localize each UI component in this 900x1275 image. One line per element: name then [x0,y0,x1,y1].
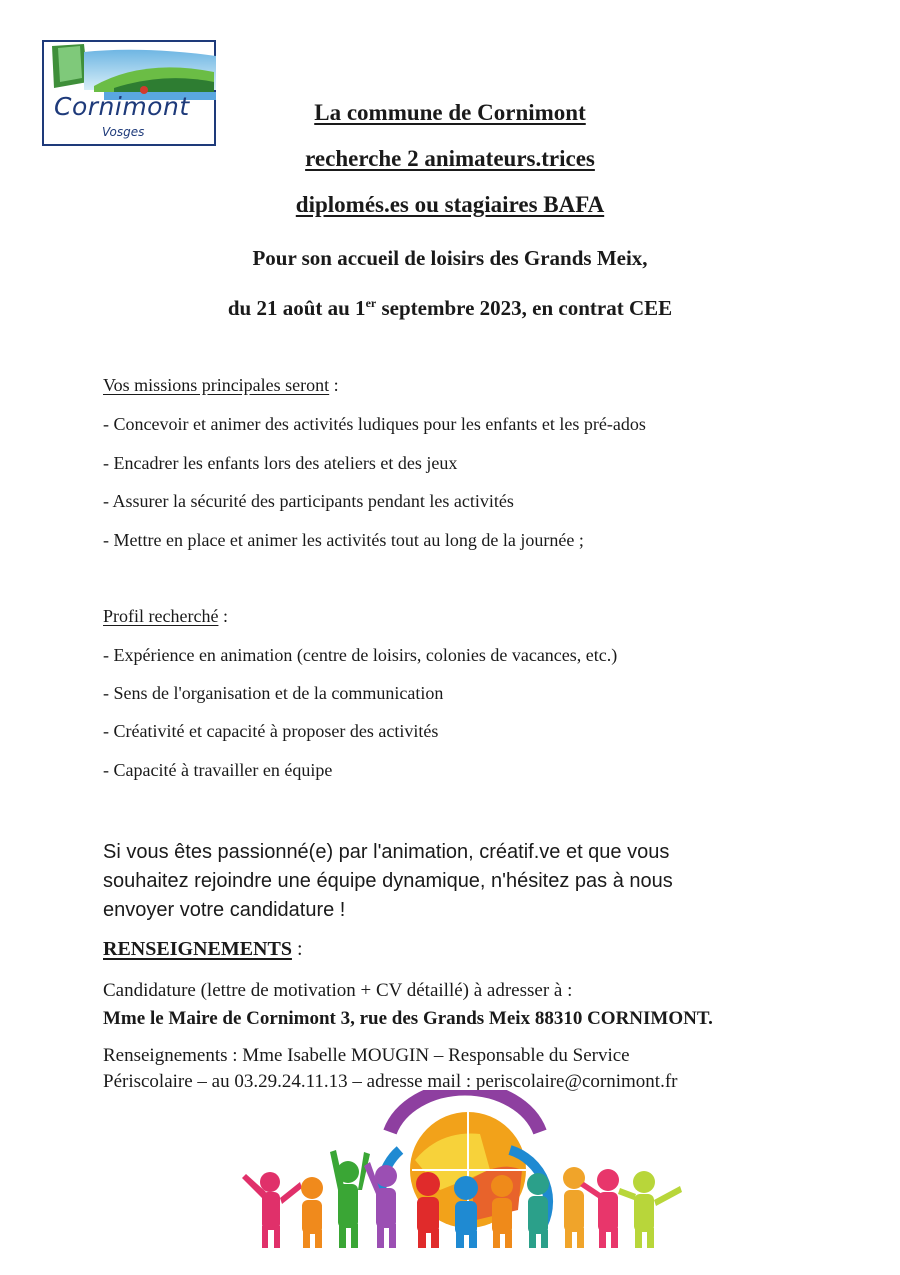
logo-department: Vosges [102,125,145,139]
closing-paragraph: Si vous êtes passionné(e) par l'animation, créatif.ve et que vous souhaitez rejoindre une équipe dynamique, n'hésitez pas à nous envoyer votre candidature ! [103,841,673,921]
mission-item: - Mettre en place et animer les activités tout au long de la journée ; [103,530,584,550]
child-figure-icon [618,1171,682,1248]
application-line: Candidature (lettre de motivation + CV détaillé) à adresser à : [103,980,573,1001]
mayor-address: Mme le Maire de Cornimont 3, rue des Grands Meix 88310 CORNIMONT. [103,1008,713,1029]
child-figure-icon [454,1176,478,1248]
child-figure-icon [364,1162,397,1248]
contact-info-line-2: Périscolaire – au 03.29.24.11.13 – adresse mail : periscolaire@cornimont.fr [103,1071,678,1092]
child-figure-icon [301,1177,323,1248]
profile-item: - Expérience en animation (centre de loisirs, colonies de vacances, etc.) [103,645,618,665]
title-line-1: La commune de Cornimont [314,100,586,125]
contact-heading-suffix: : [291,938,303,960]
profile-heading [103,606,228,627]
mission-item: - Concevoir et animer des activités ludiques pour les enfants et les pré-ados [103,414,646,434]
profile-item: - Créativité et capacité à proposer des activités [103,721,439,741]
profile-heading-label: Profil recherché [103,606,219,626]
missions-heading-label: Vos missions principales seront [103,375,330,395]
cornimont-logo [42,40,216,146]
missions-heading [103,375,339,396]
child-figure-icon [416,1172,440,1248]
contact-heading-label: RENSEIGNEMENTS [103,938,292,960]
subtitle-superscript: er [365,296,377,310]
mission-item: - Encadrer les enfants lors des ateliers et des jeux [103,453,458,473]
title-line-3: diplomés.es ou stagiaires BAFA [295,192,605,217]
child-figure-icon [242,1172,302,1248]
profile-item: - Sens de l'organisation et de la communication [103,683,444,703]
missions-heading-suffix: : [329,375,339,395]
contact-heading [103,938,303,961]
subtitle-dates-start: du 21 août au 1 [227,296,366,320]
children-globe-illustration [240,1090,690,1250]
child-figure-icon [491,1175,513,1248]
child-figure-icon [563,1167,585,1248]
profile-item: - Capacité à travailler en équipe [103,760,333,780]
contact-info-line-1: Renseignements : Mme Isabelle MOUGIN – Responsable du Service [103,1045,630,1066]
child-figure-icon [580,1169,619,1248]
profile-heading-suffix: : [218,606,228,626]
subtitle-line-2 [0,296,900,321]
title-line-2: recherche 2 animateurs.trices [305,146,595,171]
subtitle-dates-end: septembre 2023, en contrat CEE [376,296,673,320]
subtitle-line-1: Pour son accueil de loisirs des Grands Meix, [252,246,648,270]
child-figure-icon [527,1173,549,1248]
logo-town-name: Cornimont [54,92,190,121]
mission-item: - Assurer la sécurité des participants pendant les activités [103,491,514,511]
child-figure-icon [330,1150,370,1248]
